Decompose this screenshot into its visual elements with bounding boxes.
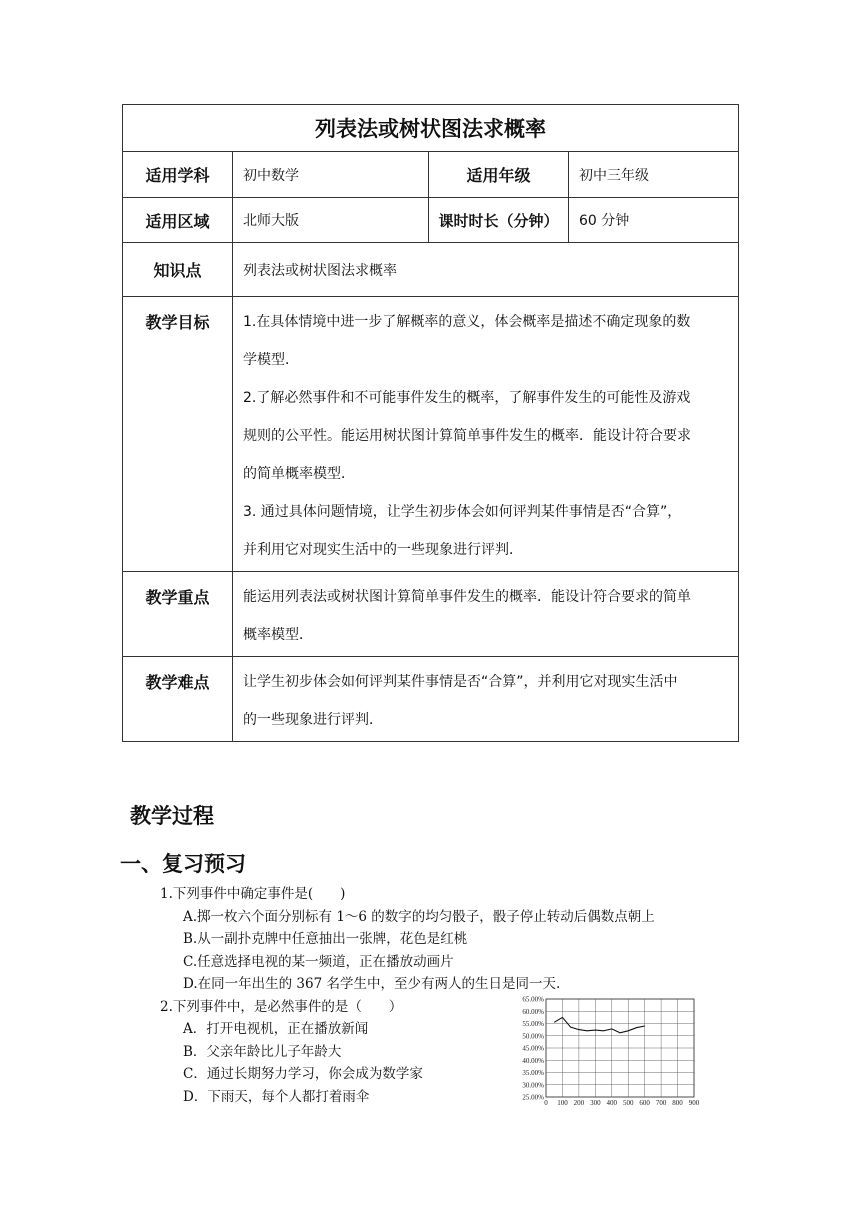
- y-tick-label: 50.00%: [522, 1032, 544, 1041]
- y-tick-label: 55.00%: [522, 1020, 544, 1028]
- goals-line: 并利用它对现实生活中的一些现象进行评判．: [243, 542, 523, 558]
- duration-label: 课时时长（分钟）: [429, 198, 569, 243]
- goals-content: [233, 297, 739, 572]
- goals-label: 教学目标: [123, 297, 233, 572]
- section-heading: 一、复习预习: [120, 852, 246, 876]
- key-points-label: 教学重点: [123, 572, 233, 657]
- y-tick-label: 25.00%: [522, 1093, 544, 1102]
- key-points-line: 能运用列表法或树状图计算简单事件发生的概率．能设计符合要求的简单: [243, 589, 691, 605]
- question-1: 1.下列事件中确定事件是( ): [160, 886, 346, 902]
- difficulties-line: 让学生初步体会如何评判某件事情是否“合算”，并利用它对现实生活中: [243, 674, 678, 690]
- x-tick-label: 900: [688, 1099, 700, 1107]
- key-points-line: 概率模型．: [243, 627, 313, 643]
- goals-line: 学模型．: [243, 352, 299, 368]
- question-1-option-a: A.掷一枚六个面分别标有 1～6 的数字的均匀骰子，骰子停止转动后偶数点朝上: [183, 908, 655, 925]
- knowledge-label: 知识点: [123, 243, 233, 297]
- question-2: 2.下列事件中，是必然事件的是（ ）: [160, 998, 403, 1015]
- lesson-plan-table: [122, 104, 739, 742]
- question-2-option-c: C．通过长期努力学习，你会成为数学家: [183, 1066, 423, 1082]
- goals-line: 规则的公平性。能运用树状图计算简单事件发生的概率．能设计符合要求: [243, 428, 691, 444]
- x-tick-label: 700: [655, 1099, 667, 1107]
- question-1-option-c: C.任意选择电视的某一频道，正在播放动画片: [183, 953, 454, 970]
- grade-label: 适用年级: [429, 152, 569, 198]
- y-tick-label: 40.00%: [522, 1056, 544, 1065]
- x-tick-label: 600: [639, 1099, 650, 1107]
- x-tick-label: 100: [557, 1099, 568, 1107]
- goals-line: 1.在具体情境中进一步了解概率的意义，体会概率是描述不确定现象的数: [243, 314, 691, 330]
- question-2-option-d: D．下雨天，每个人都打着雨伞: [183, 1088, 370, 1105]
- difficulties-label: 教学难点: [123, 657, 233, 742]
- subject-value: 初中数学: [233, 152, 429, 198]
- x-tick-label: 800: [672, 1099, 683, 1107]
- x-tick-label: 200: [573, 1099, 585, 1107]
- frequency-series-line: [554, 1017, 645, 1032]
- x-tick-label: 300: [590, 1099, 601, 1107]
- x-tick-label: 500: [622, 1099, 634, 1107]
- y-tick-label: 30.00%: [522, 1081, 544, 1090]
- question-1-option-d: D.在同一年出生的 367 名学生中，至少有两人的生日是同一天.: [183, 976, 561, 992]
- region-label: 适用区域: [123, 198, 233, 243]
- x-tick-label: 0: [544, 1099, 548, 1107]
- goals-line: 的简单概率模型．: [243, 466, 355, 482]
- question-1-option-b: B.从一副扑克牌中任意抽出一张牌，花色是红桃: [183, 931, 468, 947]
- difficulties-line: 的一些现象进行评判．: [243, 712, 383, 728]
- duration-value: 60 分钟: [569, 198, 739, 243]
- grade-value: 初中三年级: [569, 152, 739, 198]
- subject-label: 适用学科: [123, 152, 233, 198]
- frequency-line-chart: [514, 994, 704, 1110]
- x-tick-label: 400: [606, 1099, 618, 1107]
- question-2-option-a: A．打开电视机，正在播放新闻: [183, 1021, 369, 1037]
- key-points-content: [233, 572, 739, 657]
- y-tick-label: 45.00%: [522, 1044, 544, 1053]
- question-2-option-b: B．父亲年龄比儿子年龄大: [183, 1043, 342, 1060]
- goals-line: 3. 通过具体问题情境，让学生初步体会如何评判某件事情是否“合算”，: [243, 504, 682, 520]
- difficulties-content: [233, 657, 739, 742]
- y-tick-label: 65.00%: [522, 995, 544, 1004]
- y-tick-label: 60.00%: [522, 1007, 544, 1016]
- process-heading: 教学过程: [130, 804, 214, 828]
- region-value: 北师大版: [233, 198, 429, 243]
- frequency-chart: [514, 994, 704, 1114]
- document-title: 列表法或树状图法求概率: [123, 105, 739, 152]
- goals-line: 2.了解必然事件和不可能事件发生的概率，了解事件发生的可能性及游戏: [243, 390, 691, 406]
- y-tick-label: 35.00%: [522, 1069, 544, 1077]
- knowledge-value: 列表法或树状图法求概率: [233, 243, 739, 297]
